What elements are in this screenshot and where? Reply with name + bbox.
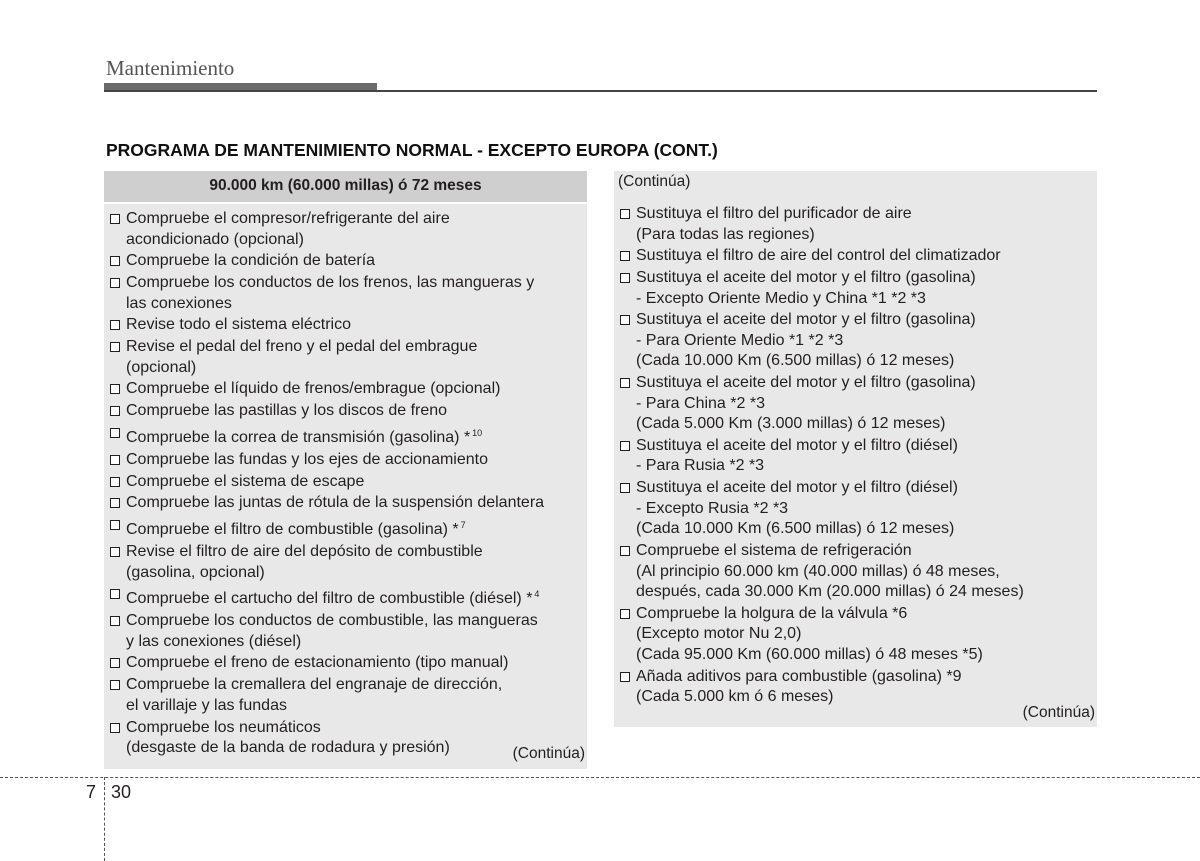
checklist-item (104, 472, 546, 493)
checklist-item-text: Compruebe la holgura de la válvula *6 (636, 604, 908, 622)
checklist-item-text: Compruebe el sistema de refrigeración (636, 542, 912, 560)
continued-note: (Continúa) (618, 173, 691, 190)
checklist-item-text: acondicionado (opcional) (126, 230, 304, 248)
checklist-item-text: Compruebe los neumáticos (126, 718, 321, 736)
left-checklist (104, 209, 546, 760)
checklist-item (104, 515, 546, 541)
checkbox-icon (110, 428, 120, 438)
checklist-item-text: (Cada 10.000 Km (6.500 millas) ó 12 meses) (636, 352, 955, 370)
checklist-item-text: Compruebe los conductos de los frenos, las mangueras y (126, 274, 535, 292)
left-panel (104, 171, 587, 769)
checklist-item-text: Revise el filtro de aire del depósito de combustible (126, 543, 483, 561)
footnote-marker: 7 (460, 520, 466, 531)
interval-heading: 90.000 km (60.000 millas) ó 72 meses (104, 171, 587, 204)
checklist-item (104, 423, 546, 449)
checkbox-icon (110, 723, 120, 733)
right-panel (614, 171, 1097, 727)
checklist-item-text: (Excepto motor Nu 2,0) (636, 625, 802, 643)
checklist-item-text: (Cada 5.000 km ó 6 meses) (636, 688, 834, 706)
checklist-item-text: (Para todas las regiones) (636, 225, 815, 243)
checkbox-icon (110, 498, 120, 508)
checklist-item-text: Compruebe el filtro de combustible (gasolina) * $^7$ (126, 520, 466, 539)
checklist-item-text: Sustituya el aceite del motor y el filtro (gasolina) (636, 374, 976, 392)
checkbox-icon (110, 589, 120, 599)
checkbox-icon (620, 251, 630, 261)
footnote-marker: 4 (534, 589, 540, 600)
checklist-item-text: (opcional) (126, 358, 197, 376)
checklist-item (614, 436, 1026, 477)
footer-divider (0, 777, 1200, 778)
checklist-item (104, 315, 546, 336)
checklist-item (104, 584, 546, 610)
checklist-item-text: y las conexiones (diésel) (126, 632, 302, 650)
checklist-item-text: Compruebe el líquido de frenos/embrague (opcional) (126, 380, 501, 398)
checklist-item (104, 273, 546, 314)
checkbox-icon (620, 672, 630, 682)
checkbox-icon (110, 547, 120, 557)
checklist-item (104, 675, 546, 716)
checklist-item (104, 542, 546, 583)
checklist-item (614, 478, 1026, 540)
checklist-item-text: Revise el pedal del freno y el pedal del embrague (126, 338, 478, 356)
checkbox-icon (110, 384, 120, 394)
checklist-item-text: Sustituya el filtro de aire del control del climatizador (636, 247, 1001, 265)
checklist-item-text: (Al principio 60.000 km (40.000 millas) ó 48 meses, (636, 562, 1000, 580)
checklist-item-text: Compruebe el sistema de escape (126, 472, 365, 490)
checkbox-icon (110, 477, 120, 487)
checklist-item (614, 268, 1026, 309)
checkbox-icon (110, 455, 120, 465)
checklist-item (104, 401, 546, 422)
checklist-item-text: - Para Oriente Medio *1 *2 *3 (636, 331, 844, 349)
checkbox-icon (620, 273, 630, 283)
checklist-item-text: Añada aditivos para combustible (gasolina) *9 (636, 667, 962, 685)
footer-margin-line (104, 777, 105, 861)
checklist-item-text: - Excepto Rusia *2 *3 (636, 499, 789, 517)
checklist-item-text: Compruebe la condición de batería (126, 252, 376, 270)
checklist-item-text: el varillaje y las fundas (126, 696, 287, 714)
section-title: Mantenimiento (106, 56, 235, 80)
page-number: 30 (111, 782, 132, 802)
checklist-item-text: - Para China *2 *3 (636, 394, 765, 412)
checkbox-icon (620, 483, 630, 493)
checklist-item-text: Sustituya el aceite del motor y el filtro (diésel) (636, 479, 958, 497)
checklist-item-text: después, cada 30.000 Km (20.000 millas) ó 24 meses) (636, 583, 1024, 601)
checkbox-icon (110, 616, 120, 626)
checklist-item (104, 209, 546, 250)
checklist-item-text: Sustituya el aceite del motor y el filtro (gasolina) (636, 311, 976, 329)
checkbox-icon (620, 315, 630, 325)
checklist-item-text: las conexiones (126, 294, 232, 312)
header-rule-accent (104, 83, 377, 90)
checklist-item-text: - Para Rusia *2 *3 (636, 457, 765, 475)
checkbox-icon (110, 406, 120, 416)
checkbox-icon (110, 658, 120, 668)
checklist-item-text: - Excepto Oriente Medio y China *1 *2 *3 (636, 289, 926, 307)
checkbox-icon (110, 278, 120, 288)
checklist-item-text: Sustituya el aceite del motor y el filtro (gasolina) (636, 269, 976, 287)
footnote-marker: 10 (472, 428, 483, 439)
checklist-item-text: Compruebe las fundas y los ejes de accionamiento (126, 450, 488, 468)
continues-note: (Continúa) (1022, 704, 1095, 721)
checkbox-icon (620, 209, 630, 219)
checklist-item (614, 541, 1026, 603)
continues-note: (Continúa) (512, 745, 585, 762)
checklist-item-text: Compruebe la cremallera del engranaje de dirección, (126, 676, 503, 694)
header-rule (104, 90, 1097, 92)
checklist-item-text: Compruebe las pastillas y los discos de freno (126, 402, 448, 420)
chapter-number: 7 (86, 782, 97, 802)
program-title: PROGRAMA DE MANTENIMIENTO NORMAL - EXCEPTO EUROPA (CONT.) (106, 140, 718, 160)
checkbox-icon (110, 680, 120, 690)
checklist-item-text: Sustituya el filtro del purificador de aire (636, 205, 912, 222)
checklist-item-text: Compruebe los conductos de combustible, las mangueras (126, 612, 538, 630)
checklist-item (104, 337, 546, 378)
checklist-item (104, 493, 546, 514)
checklist-item (614, 246, 1026, 267)
checkbox-icon (110, 320, 120, 330)
checklist-item (104, 379, 546, 400)
checklist-item (104, 611, 546, 652)
checklist-item-text: (Cada 95.000 Km (60.000 millas) ó 48 meses *5) (636, 645, 983, 663)
checkbox-icon (110, 214, 120, 224)
checklist-item-text: Revise todo el sistema eléctrico (126, 316, 351, 334)
checklist-item (104, 718, 546, 759)
checklist-item (614, 373, 1026, 435)
checklist-item-text: Sustituya el aceite del motor y el filtro (diésel) (636, 436, 958, 454)
checklist-item-text: Compruebe el cartucho del filtro de combustible (diésel) * $^4$ (126, 589, 540, 608)
checklist-item-text: Compruebe el freno de estacionamiento (tipo manual) (126, 654, 509, 672)
checkbox-icon (110, 520, 120, 530)
checklist-item-text: (desgaste de la banda de rodadura y presión) (126, 739, 450, 757)
checklist-item (614, 667, 1026, 708)
checkbox-icon (620, 441, 630, 451)
checklist-item (614, 204, 1026, 245)
checklist-item (614, 604, 1026, 666)
checklist-item-text: (Cada 5.000 Km (3.000 millas) ó 12 meses) (636, 415, 946, 433)
checklist-item (104, 450, 546, 471)
checklist-item (104, 251, 546, 272)
checkbox-icon (620, 378, 630, 388)
checkbox-icon (620, 546, 630, 556)
checkbox-icon (110, 342, 120, 352)
checkbox-icon (620, 609, 630, 619)
checkbox-icon (110, 256, 120, 266)
checklist-item-text: Compruebe las juntas de rótula de la suspensión delantera (126, 494, 545, 512)
checklist-item-text: (gasolina, opcional) (126, 563, 265, 581)
checklist-item-text: Compruebe el compresor/refrigerante del aire (126, 210, 450, 227)
checklist-item-text: Compruebe la correa de transmisión (gasolina) * $^{10}$ (126, 428, 483, 447)
checklist-item (614, 310, 1026, 372)
right-checklist (614, 204, 1026, 709)
checklist-item (104, 653, 546, 674)
checklist-item-text: (Cada 10.000 Km (6.500 millas) ó 12 meses) (636, 520, 955, 538)
